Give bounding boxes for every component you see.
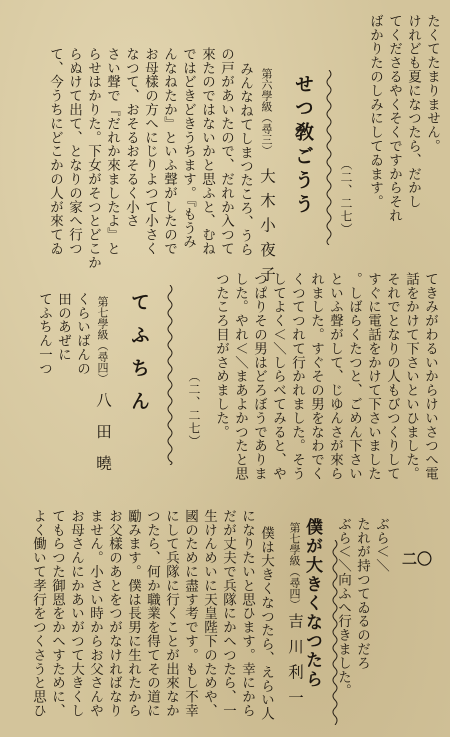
author-grade: 第七學級（尋四） [288,522,301,610]
title-ornament [331,540,339,725]
text-line: 勵みます。僕は長男に生れたから [125,509,141,718]
author-name: 八田曉 [94,392,112,487]
text-line: つたら、何か職業を得てその道に [144,509,160,718]
author-grade: 第六學級（尋三） [260,68,273,156]
text-line: て、今うちにどこかの人が來てゐ [47,47,63,256]
author-grade: 第七學級（尋四） [96,296,109,384]
essay-title: 僕が大きくなつたら [302,518,322,689]
text-line: たくてたまりません。 [424,14,440,153]
text-line: お母さんにかあいがつて大きくし [68,509,84,718]
text-line: てくださるやくそくですからそれ [386,14,402,223]
text-line: した。やれ＜＼まあよかつたと思 [232,272,248,481]
text-line: てきみがわるいからけいさつへ電 [422,272,438,481]
text-line: といふ聲がして、じゆんさが來ら [327,272,343,481]
text-line: らせはかりた。下女がそつとどこか [85,47,101,270]
text-line: それでとなりの人もびつくりして [384,272,400,481]
text-line: さい聲で『だれか來ましたよ』と [104,47,120,256]
text-line: お父樣のあとをつがなければなり [106,509,122,718]
poem-line: ぶら＜＼向ふへ行きました。 [335,517,351,698]
text-line: すぐに電話をかけて下さいました [365,272,381,481]
text-line: ばかりたのしみにしてゐます。 [367,14,383,209]
text-line: れました。すぐその男をなわでく [308,272,324,481]
poem-line: ぶら＜＼ [373,517,389,573]
essay-date: （二、二七） [187,370,201,448]
poem-line: 田のあぜに [55,292,71,362]
text-line: 。しばらくたつと、ごめん下さい [346,272,362,481]
text-line: になりたいと思ひます。幸にから [239,509,255,718]
page-number: 二〇 [402,550,433,568]
text-line: 來たのではないかと思ふと、むね [199,47,215,256]
text-line: ではどきどきうちます。『もうみ [180,47,196,249]
title-ornament [325,70,333,245]
text-line: 國のために盡す考です。もし不幸 [182,509,198,718]
poem-line: くらいばんの [74,292,90,376]
title-ornament [166,285,174,465]
author-name: 吉川利一 [286,613,304,715]
text-line: くつてつれて行かれました。そう [289,272,305,481]
text-line: らぬけて出て、となりの家へ行つ [66,47,82,256]
text-line: みんなねてしまつたころ、うら [237,62,253,257]
text-line: だが丈夫で兵隊にかへつたら、一 [220,509,236,718]
poem-title: てふちん [128,292,150,424]
text-line: なつて、おそるおそるく小さ [123,47,139,228]
author-name: 大木小夜子 [258,168,276,291]
text-line: けれども夏になつたら、だかし [405,14,421,209]
text-line: の戸があいたので、だれか入つて [218,47,234,256]
text-line: してよく＜＼しらべてみると、や [270,272,286,481]
text-line: にして兵隊に行くことが出來なか [163,509,179,718]
text-line: 話をかけて下さいといひました。 [403,272,419,481]
text-line: んなねたか』といふ聲がしたので [161,47,177,256]
text-line: 生けんめいに天皇陛下のためや、 [201,509,217,718]
essay-date: （二、二七） [339,158,353,236]
text-line: よく働いて孝行をつくさうと思ひ [30,509,46,718]
poem-line: たれが持つてゐるのだろ [354,517,370,670]
text-line: お母樣の方へにじりよつて小さく [142,47,158,256]
poem-line: てふちん一つ [36,292,52,376]
text-line: てもらつた御恩をかへすために、 [49,509,65,718]
essay-title: せつ敎ごうう [292,74,314,218]
text-line: つたころ目がさめました。 [213,272,229,439]
text-line: 僕は大きくなつたら、えらい人 [258,526,274,721]
text-line: つぱりその男はどろぼうでありま [251,272,267,481]
text-line: ません。小さい時からお父さんや [87,509,103,718]
